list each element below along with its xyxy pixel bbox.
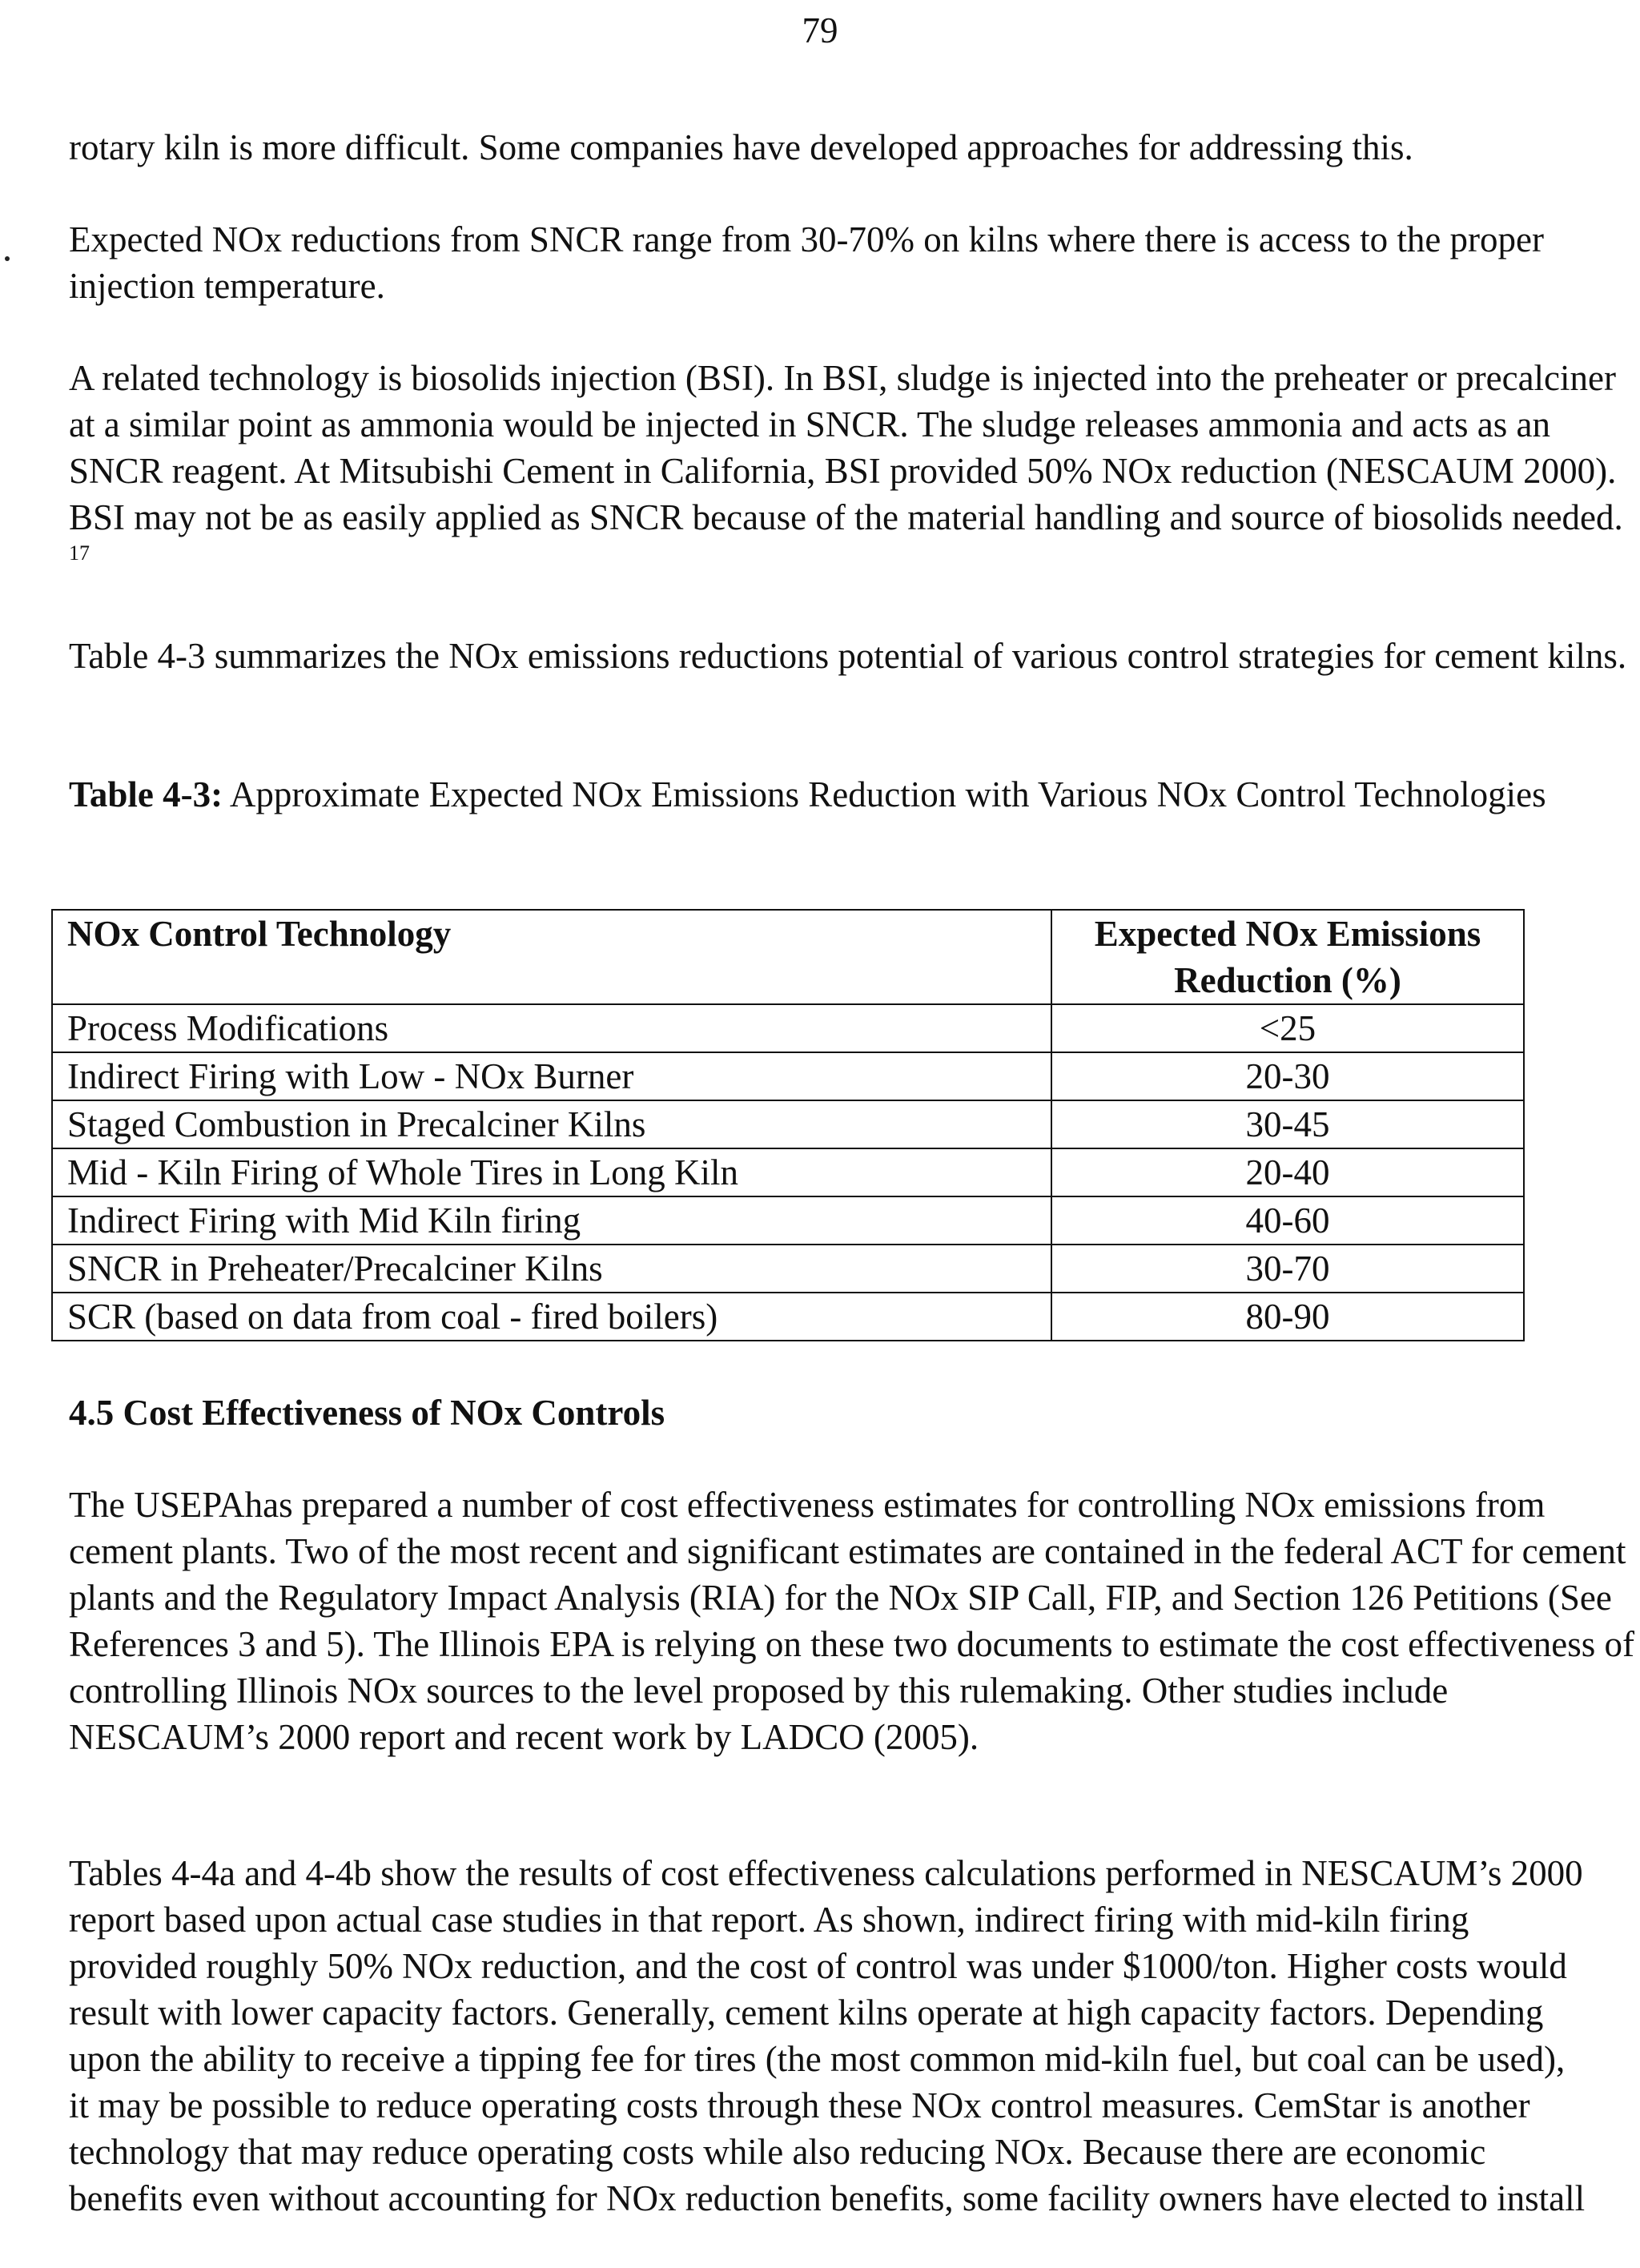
table-row xyxy=(52,1293,1524,1341)
technology-cell: Mid - Kiln Firing of Whole Tires in Long Kiln xyxy=(52,1148,1051,1196)
paragraph-usepa-estimates: The USEPAhas prepared a number of cost effectiveness estimates for controlling NOx emissions from cement plants. Two of the most recent and significant estimates are contained in the federal ACT for cement plants and the Regulatory Impact Analysis (RIA) for the NOx SIP Call, FIP, and Section 126 Petitions (See References 3 and 5). The Illinois EPA is relying on these two documents to estimate the cost effectiveness of controlling Illinois NOx sources to the level proposed by this rulemaking. Other studies include NESCAUM’s 2000 report and recent work by LADCO (2005). xyxy=(69,1485,1634,1757)
reduction-cell: 30-45 xyxy=(1051,1100,1524,1148)
reduction-cell: 30-70 xyxy=(1051,1245,1524,1293)
stray-dot-mark xyxy=(5,256,10,261)
paragraph-sncr-reductions: Expected NOx reductions from SNCR range from 30-70% on kilns where there is access to the proper injection temperature. xyxy=(69,219,1544,306)
technology-cell: SCR (based on data from coal - fired boilers) xyxy=(52,1293,1051,1341)
table-row xyxy=(52,1100,1524,1148)
technology-cell: Staged Combustion in Precalciner Kilns xyxy=(52,1100,1051,1148)
nox-reduction-table xyxy=(51,909,1525,1341)
section-heading: 4.5 Cost Effectiveness of NOx Controls xyxy=(69,1393,665,1433)
table-row xyxy=(52,1004,1524,1052)
reduction-cell: 80-90 xyxy=(1051,1293,1524,1341)
paragraph-table-summary: Table 4-3 summarizes the NOx emissions reductions potential of various control strategies for cement kilns. xyxy=(69,636,1627,676)
reduction-cell: 20-30 xyxy=(1051,1052,1524,1100)
header-reduction: Expected NOx Emissions Reduction (%) xyxy=(1051,910,1524,1004)
paragraph-kiln-approaches: rotary kiln is more difficult. Some companies have developed approaches for addressing this. xyxy=(69,127,1413,167)
reduction-cell: 40-60 xyxy=(1051,1196,1524,1245)
table-caption-text: Approximate Expected NOx Emissions Reduction with Various NOx Control Technologies xyxy=(223,774,1546,814)
table-header-row xyxy=(52,910,1524,1004)
table-row xyxy=(52,1196,1524,1245)
table-row xyxy=(52,1245,1524,1293)
paragraph-biosolids-text: A related technology is biosolids injection (BSI). In BSI, sludge is injected into the preheater or precalciner at a similar point as ammonia would be injected in SNCR. The sludge releases ammonia and acts as an SNCR reagent. At Mitsubishi Cement in California, BSI provided 50% NOx reduction (NESCAUM 2000). BSI may not be as easily applied as SNCR because of the material handling and source of biosolids needed. xyxy=(69,358,1623,537)
table-row xyxy=(52,1052,1524,1100)
page-number: 79 xyxy=(802,10,838,50)
header-technology: NOx Control Technology xyxy=(52,910,1051,1004)
footnote-reference: 17 xyxy=(69,541,90,565)
technology-cell: SNCR in Preheater/Precalciner Kilns xyxy=(52,1245,1051,1293)
technology-cell: Process Modifications xyxy=(52,1004,1051,1052)
reduction-cell: 20-40 xyxy=(1051,1148,1524,1196)
table-row xyxy=(52,1148,1524,1196)
table-caption-label: Table 4-3: xyxy=(69,774,223,814)
reduction-cell: <25 xyxy=(1051,1004,1524,1052)
technology-cell: Indirect Firing with Mid Kiln firing xyxy=(52,1196,1051,1245)
technology-cell: Indirect Firing with Low - NOx Burner xyxy=(52,1052,1051,1100)
paragraph-biosolids-injection xyxy=(69,355,1638,587)
paragraph-nescaum-tables: Tables 4-4a and 4-4b show the results of cost effectiveness calculations performed in NESCAUM’s 2000 report based upon actual case studies in that report. As shown, indirect firing with mid-kiln firing provided roughly 50% NOx reduction, and the cost of control was under $1000/ton. Higher costs would result with lower capacity factors. Generally, cement kilns operate at high capacity factors. Depending upon the ability to receive a tipping fee for tires (the most common mid-kiln fuel, but coal can be used), it may be possible to reduce operating costs through these NOx control measures. CemStar is another technology that may reduce operating costs while also reducing NOx. Because there are economic benefits even without accounting for NOx reduction benefits, some facility owners have elected to install xyxy=(69,1853,1586,2218)
table-caption xyxy=(69,771,1590,818)
